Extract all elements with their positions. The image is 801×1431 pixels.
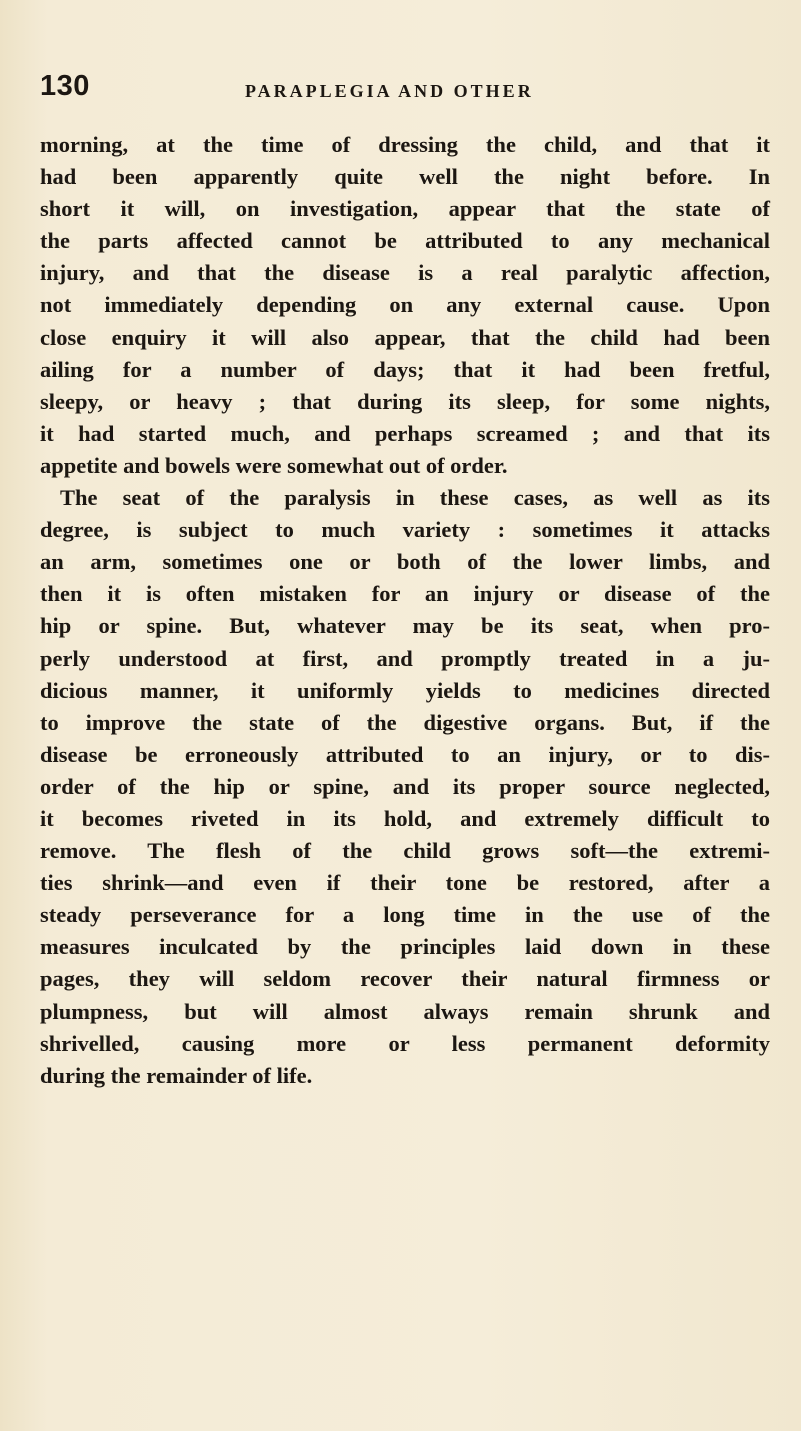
text-line: degree, is subject to much variety : sometimes it attacks	[40, 517, 770, 543]
text-line: then it is often mistaken for an injury or disease of the	[40, 581, 770, 607]
running-head	[40, 70, 780, 110]
text-line: perly understood at first, and promptly treated in a ju-	[40, 645, 770, 671]
text-line: injury, and that the disease is a real paralytic affection,	[40, 260, 770, 286]
text-line: it had started much, and perhaps screamed ; and that its	[40, 420, 770, 446]
text-line: hip or spine. But, whatever may be its seat, when pro-	[40, 613, 770, 639]
text-line: had been apparently quite well the night before. In	[40, 164, 770, 190]
text-line: steady perseverance for a long time in the use of the	[40, 902, 770, 928]
text-line: shrivelled, causing more or less permanent deformity	[40, 1030, 770, 1056]
text-line: not immediately depending on any external cause. Upon	[40, 292, 770, 318]
text-line: plumpness, but will almost always remain shrunk and	[40, 998, 770, 1024]
text-line: to improve the state of the digestive organs. But, if the	[40, 709, 770, 735]
text-line: measures inculcated by the principles laid down in these	[40, 934, 770, 960]
text-line: it becomes riveted in its hold, and extremely difficult to	[40, 805, 770, 831]
text-line: The seat of the paralysis in these cases, as well as its	[60, 485, 770, 511]
text-line: during the remainder of life.	[40, 1062, 313, 1088]
text-line: close enquiry it will also appear, that the child had been	[40, 324, 770, 350]
text-line: remove. The flesh of the child grows soft—the extremi-	[40, 838, 770, 864]
text-line: disease be erroneously attributed to an injury, or to dis-	[40, 741, 770, 767]
text-line: ailing for a number of days; that it had been fretful,	[40, 356, 770, 382]
text-line: sleepy, or heavy ; that during its sleep, for some nights,	[40, 388, 770, 414]
text-line: an arm, sometimes one or both of the lower limbs, and	[40, 549, 770, 575]
text-line: pages, they will seldom recover their natural firmness or	[40, 966, 770, 992]
text-line: ties shrink—and even if their tone be restored, after a	[40, 870, 770, 896]
text-line: order of the hip or spine, and its proper source neglected,	[40, 773, 770, 799]
text-line: the parts affected cannot be attributed to any mechanical	[40, 228, 770, 254]
text-line: appetite and bowels were somewhat out of order.	[40, 452, 508, 478]
text-line: morning, at the time of dressing the child, and that it	[40, 132, 770, 157]
running-title: PARAPLEGIA AND OTHER	[245, 81, 534, 101]
page-number: 130	[40, 70, 90, 102]
body-text	[40, 129, 770, 1092]
text-line: short it will, on investigation, appear that the state of	[40, 196, 770, 222]
text-line: dicious manner, it uniformly yields to medicines directed	[40, 677, 770, 703]
